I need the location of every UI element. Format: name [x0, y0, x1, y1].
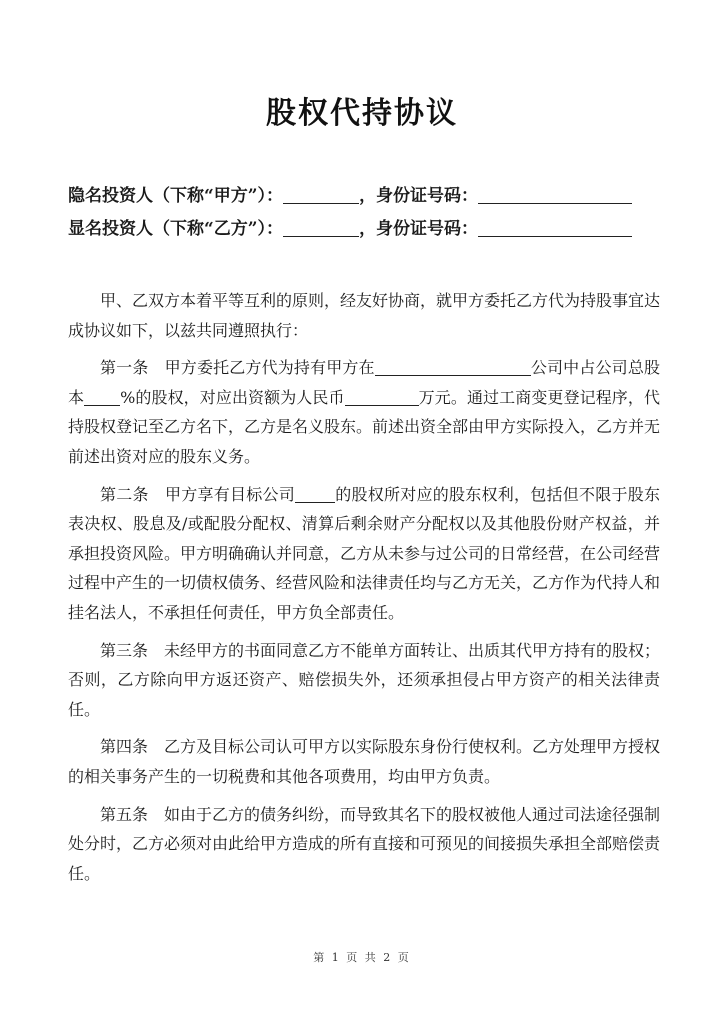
- party-a-name-blank: [283, 183, 359, 204]
- party-b-id-label: ，身份证号码：: [359, 219, 479, 239]
- share-percent-blank: [84, 385, 120, 406]
- article-1-part-4: 万元。通过工商变更登记程序，代持股权登记至乙方名下，乙方是名义股东。前述出资全部由甲方实际投入，乙方并无前述出资对应的股东义务。: [68, 387, 661, 466]
- party-a-line: [68, 180, 668, 213]
- party-a-label: 隐名投资人（下称“甲方”）：: [68, 186, 284, 206]
- party-b-label: 显名投资人（下称“乙方”）：: [68, 219, 284, 239]
- party-b-id-blank: [478, 216, 632, 237]
- article-1-part-1: 第一条 甲方委托乙方代为持有甲方在: [100, 358, 375, 378]
- article-4: 第四条 乙方及目标公司认可甲方以实际股东身份行使权利。乙方处理甲方授权的相关事务产生的一切税费和其他各项费用，均由甲方负责。: [68, 737, 661, 786]
- party-b-name-blank: [283, 216, 359, 237]
- article-3: 第三条 未经甲方的书面同意乙方不能单方面转让、出质其代甲方持有的股权；否则，乙方除向甲方返还资产、赔偿损失外，还须承担侵占甲方资产的相关法律责任。: [68, 640, 661, 719]
- page-number: 第 1 页 共 2 页: [313, 951, 411, 964]
- article-1-part-3: %的股权，对应出资额为人民币: [120, 387, 345, 407]
- company-name-blank: [375, 355, 531, 376]
- capital-amount-blank: [345, 385, 419, 406]
- document-title: 股权代持协议: [266, 96, 458, 131]
- target-company-blank: [295, 482, 335, 503]
- article-1-part-2: 公司中占公司总股本: [68, 358, 660, 407]
- article-5: 第五条 如由于乙方的债务纠纷，而导致其名下的股权被他人通过司法途径强制处分时，乙方必须对由此给甲方造成的所有直接和可预见的间接损失承担全部赔偿责任。: [68, 804, 661, 883]
- article-2-part-1: 第二条 甲方享有目标公司: [100, 484, 295, 504]
- article-2-part-2: 的股权所对应的股东权利，包括但不限于股东表决权、股息及/或配股分配权、清算后剩余财产分配权以及其他股份财产权益，并承担投资风险。甲方明确确认并同意，乙方从未参与过公司的日常经营，在公司经营过程中产生的一切债权债务、经营风险和法律责任均与乙方无关，乙方作为代持人和挂名法人，不承担任何责任，甲方负全部责任。: [68, 484, 661, 622]
- party-info: [68, 180, 668, 246]
- intro-paragraph: 甲、乙双方本着平等互利的原则，经友好协商，就甲方委托乙方代为持股事宜达成协议如下，以兹共同遵照执行：: [68, 291, 661, 340]
- agreement-body: [68, 286, 660, 896]
- article-2: [68, 480, 660, 628]
- party-a-id-label: ，身份证号码：: [359, 186, 479, 206]
- article-1: [68, 353, 660, 471]
- party-a-id-blank: [478, 183, 632, 204]
- party-b-line: [68, 213, 668, 246]
